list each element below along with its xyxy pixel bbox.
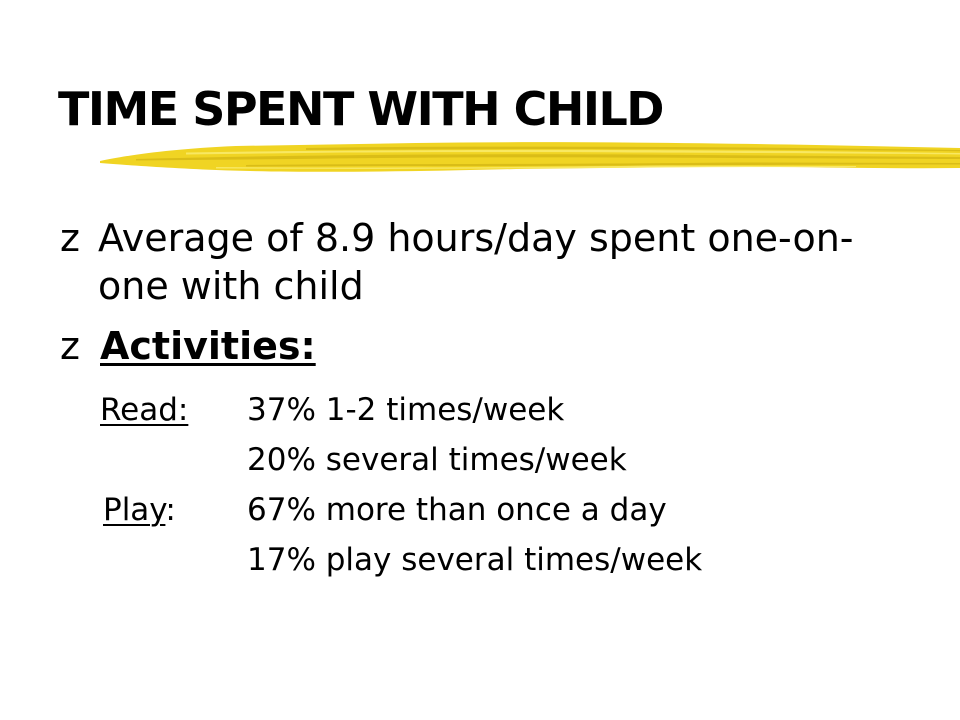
activity-stat: 67% more than once a day	[247, 492, 667, 528]
activity-label-text: Read:	[100, 392, 189, 428]
activity-stat: 37% 1-2 times/week	[247, 392, 565, 428]
slide-title: TIME SPENT WITH CHILD	[58, 82, 663, 136]
activity-label-suffix: :	[165, 492, 176, 528]
activity-stat: 20% several times/week	[247, 442, 627, 478]
bullet-text-line: one with child	[98, 264, 364, 308]
activity-label-text: Play	[103, 492, 166, 528]
activity-label-read	[100, 390, 188, 430]
bullet-marker: z	[60, 216, 80, 260]
bullet-marker: z	[60, 324, 80, 368]
bullet-text-line: Average of 8.9 hours/day spent one-on-	[98, 216, 854, 260]
activity-label-play	[103, 490, 176, 530]
activities-heading: Activities:	[100, 324, 316, 368]
activity-stat: 17% play several times/week	[247, 542, 703, 578]
title-brush-stroke	[96, 137, 960, 175]
